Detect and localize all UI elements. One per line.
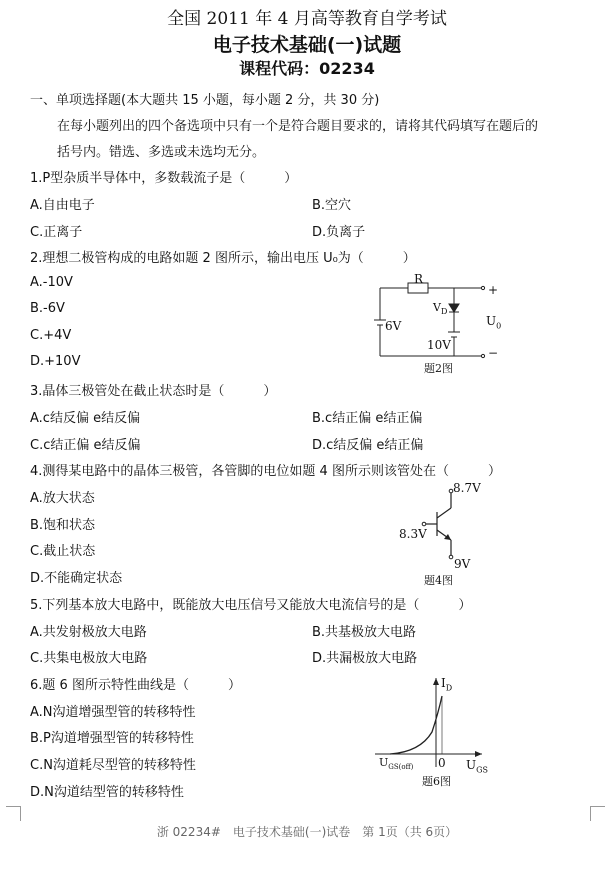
question-1-stem: 1.P型杂质半导体中，多数载流子是（ ） — [30, 171, 298, 186]
q4-option-b: B.饱和状态 — [30, 518, 96, 533]
q5-option-c: C.共集电极放大电路 — [30, 651, 148, 666]
fig2-6v-label: 6V — [385, 319, 402, 333]
fig4-left-voltage: 8.3V — [399, 527, 427, 541]
fig4-bottom-voltage: 9V — [454, 557, 471, 571]
q2-option-b: B.-6V — [30, 301, 65, 316]
exam-header-line1: 全国 2011 年 4 月高等教育自学考试 — [167, 9, 447, 29]
fig2-r-label: R — [414, 272, 424, 286]
q4-option-d: D.不能确定状态 — [30, 571, 123, 586]
q2-option-c: C.+4V — [30, 328, 72, 343]
q1-option-b: B.空穴 — [312, 198, 352, 213]
q3-option-b: B.c结正偏 e结正偏 — [312, 411, 423, 426]
section-instruction-line2: 括号内。错选、多选或未选均无分。 — [57, 145, 266, 160]
q2-option-d: D.+10V — [30, 354, 81, 369]
fig6-y-axis-label: $I_D$ — [441, 676, 453, 693]
q4-option-a: A.放大状态 — [30, 491, 95, 506]
q4-option-c: C.截止状态 — [30, 544, 96, 559]
fig2-minus-label: − — [488, 346, 499, 360]
fig4-top-voltage: 8.7V — [453, 481, 481, 495]
fig6-x-axis-label: $U_{GS}$ — [466, 758, 488, 775]
q5-option-a: A.共发射极放大电路 — [30, 625, 147, 640]
fig4-caption: 题4图 — [424, 574, 453, 587]
q5-option-b: B.共基极放大电路 — [312, 625, 417, 640]
q3-option-d: D.c结反偏 e结正偏 — [312, 438, 424, 453]
q5-option-d: D.共漏极放大电路 — [312, 651, 418, 666]
course-code: 课程代码：02234 — [239, 59, 375, 78]
q3-option-a: A.c结反偏 e结反偏 — [30, 411, 141, 426]
q1-option-a: A.自由电子 — [30, 198, 95, 213]
question-2-stem: 2.理想二极管构成的电路如题 2 图所示，输出电压 U₀为（ ） — [30, 251, 416, 266]
question-3-stem: 3.晶体三极管处在截止状态时是（ ） — [30, 384, 277, 399]
exam-title: 电子技术基础(一)试题 — [212, 34, 402, 56]
q1-option-c: C.正离子 — [30, 225, 83, 240]
fig2-vd-label: $V_D$ — [433, 301, 448, 317]
page-footer: 浙 02234# 电子技术基础(一)试卷 第 1页（共 6页） — [156, 825, 458, 839]
question-5-stem: 5.下列基本放大电路中，既能放大电压信号又能放大电流信号的是（ ） — [30, 598, 472, 613]
section-instruction-line1: 在每小题列出的四个备选项中只有一个是符合题目要求的，请将其代码填写在题后的 — [57, 119, 539, 134]
fig2-plus-label: + — [488, 283, 499, 297]
q6-option-d: D.N沟道结型管的转移特性 — [30, 785, 184, 800]
fig6-origin-label: 0 — [438, 756, 446, 770]
fig6-caption: 题6图 — [422, 775, 451, 788]
page-corner-mark-right — [590, 806, 605, 821]
q1-option-d: D.负离子 — [312, 225, 366, 240]
fig2-10v-label: 10V — [427, 338, 451, 352]
q2-option-a: A.-10V — [30, 275, 73, 290]
fig2-u0-label: $U_0$ — [486, 314, 502, 331]
q6-option-c: C.N沟道耗尽型管的转移特性 — [30, 758, 196, 773]
q6-option-a: A.N沟道增强型管的转移特性 — [30, 705, 196, 720]
page-corner-mark-left — [6, 806, 21, 821]
fig6-ugs-off-label: $U_{GS(off)}$ — [379, 756, 414, 772]
question-6-stem: 6.题 6 图所示特性曲线是（ ） — [30, 678, 241, 693]
question-4-stem: 4.测得某电路中的晶体三极管，各管脚的电位如题 4 图所示则该管处在（ ） — [30, 464, 501, 479]
q6-option-b: B.P沟道增强型管的转移特性 — [30, 731, 194, 746]
fig2-caption: 题2图 — [424, 362, 453, 375]
section-title: 一、单项选择题(本大题共 15 小题，每小题 2 分，共 30 分) — [30, 93, 380, 108]
q3-option-c: C.c结正偏 e结反偏 — [30, 438, 141, 453]
